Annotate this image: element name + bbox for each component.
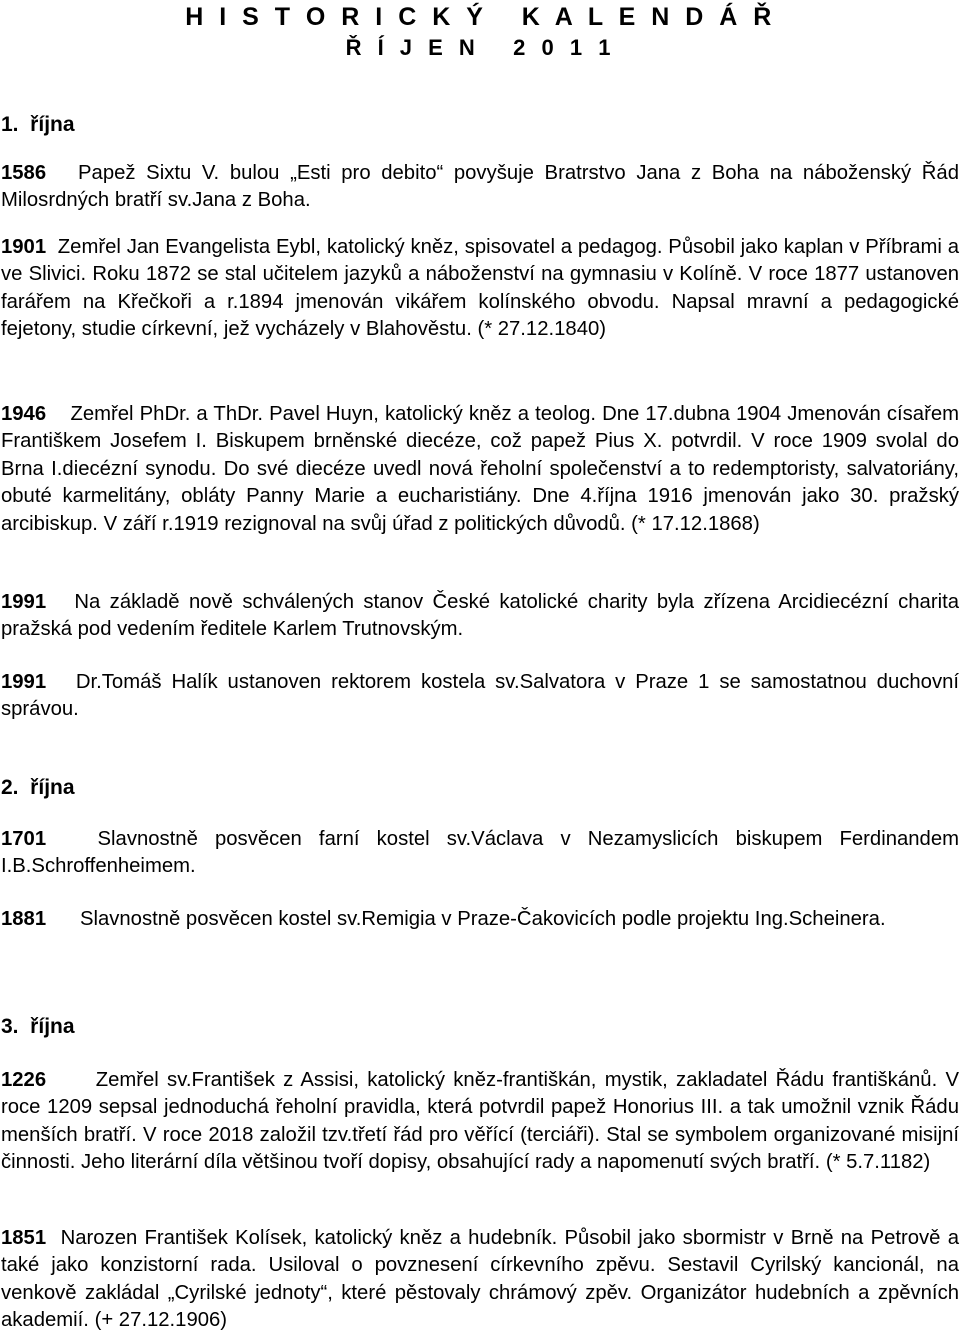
entry-year: 1946	[1, 403, 47, 425]
calendar-entry	[1, 589, 959, 644]
entry-year: 1701	[1, 828, 47, 850]
calendar-entry	[1, 826, 959, 881]
entry-year: 1991	[1, 671, 47, 693]
entry-year: 1991	[1, 591, 47, 613]
day-heading: 2. října	[1, 776, 75, 799]
entry-text: Slavnostně posvěcen farní kostel sv.Václava v Nezamyslicích biskupem Ferdinandem I.B.Schroffenheimem.	[1, 828, 959, 878]
entry-text: Na základě nově schválených stanov České katolické charity byla zřízena Arcidiecézní charita pražská pod vedením ředitele Karlem Trutnovským.	[1, 591, 960, 641]
entry-text: Zemřel sv.František z Assisi, katolický kněz-františkán, mystik, zakladatel Řádu františkánů. V roce 1209 sepsal jednoduchá řeholní pravidla, která potvrdil papež Honorius III. a tak umožnil vznik Řádu menších bratří. V roce 2018 založil tzv.třetí řád pro věřící (terciáři). Stal se symbolem organizované misijní činnosti. Jeho literární díla většinou tvoří dopisy, obsahující rady a napomenutí svých bratří. (* 5.7.1182)	[1, 1069, 960, 1174]
entry-text: Slavnostně posvěcen kostel sv.Remigia v Praze-Čakovicích podle projektu Ing.Scheinera.	[79, 908, 886, 930]
day-heading: 1. října	[1, 113, 75, 136]
calendar-entry	[1, 234, 959, 344]
page-title: H I S T O R I C K Ý K A L E N D Á Ř	[185, 3, 776, 31]
entry-text: Dr.Tomáš Halík ustanoven rektorem kostela sv.Salvatora v Praze 1 se samostatnou duchovní správou.	[1, 671, 959, 721]
entry-year: 1851	[1, 1227, 47, 1249]
calendar-entry	[1, 906, 959, 933]
entry-text: Narozen František Kolísek, katolický kněz a hudebník. Působil jako sbormistr v Brně na Petrově a také jako konzistorní rada. Usiloval o povznesení církevního zpěvu. Sestavil Cyrilský kancionál, na venkově zakládal „Cyrilské jednoty“, které pěstovaly chrámový zpěv. Organizátor hudebních a zpěvních akademií. (+ 27.12.1906)	[1, 1227, 959, 1332]
calendar-entry	[1, 1225, 959, 1335]
entry-year: 1586	[1, 162, 47, 184]
page-subtitle: Ř Í J E N 2 0 1 1	[345, 35, 616, 60]
calendar-entry	[1, 669, 959, 724]
entry-text: Papež Sixtu V. bulou „Esti pro debito“ povyšuje Bratrstvo Jana z Boha na náboženský Řád Milosrdných bratří sv.Jana z Boha.	[1, 162, 959, 212]
day-heading: 3. října	[1, 1015, 75, 1038]
calendar-entry	[1, 160, 959, 215]
calendar-entry	[1, 1067, 959, 1177]
calendar-entry	[1, 401, 959, 538]
entry-year: 1881	[1, 908, 47, 930]
entry-text: Zemřel PhDr. a ThDr. Pavel Huyn, katolický kněz a teolog. Dne 17.dubna 1904 Jmenován císařem Františkem Josefem I. Biskupem brněnské diecéze, což papež Pius X. potvrdil. V roce 1909 svolal do Brna I.diecézní synodu. Do své diecéze uvedl nová řeholní společenství a to redemptoristy, salvatoriány, obuté karmelitány, obláty Panny Marie a eucharistiány. Dne 4.října 1916 jmenován jako 30. pražský arcibiskup. V září r.1919 rezignoval na svůj úřad z politických důvodů. (* 17.12.1868)	[1, 403, 959, 535]
entry-year: 1901	[1, 236, 47, 258]
entry-text: Zemřel Jan Evangelista Eybl, katolický kněz, spisovatel a pedagog. Působil jako kaplan v Příbrami a ve Slivici. Roku 1872 se stal učitelem jazyků a náboženství na gymnasiu v Kolíně. V roce 1877 ustanoven farářem na Křečkoři a r.1894 jmenován vikářem kolínského obvodu. Napsal mravní a pedagogické fejetony, studie církevní, jež vycházely v Blahověstu. (* 27.12.1840)	[1, 236, 959, 341]
entry-year: 1226	[1, 1069, 47, 1091]
